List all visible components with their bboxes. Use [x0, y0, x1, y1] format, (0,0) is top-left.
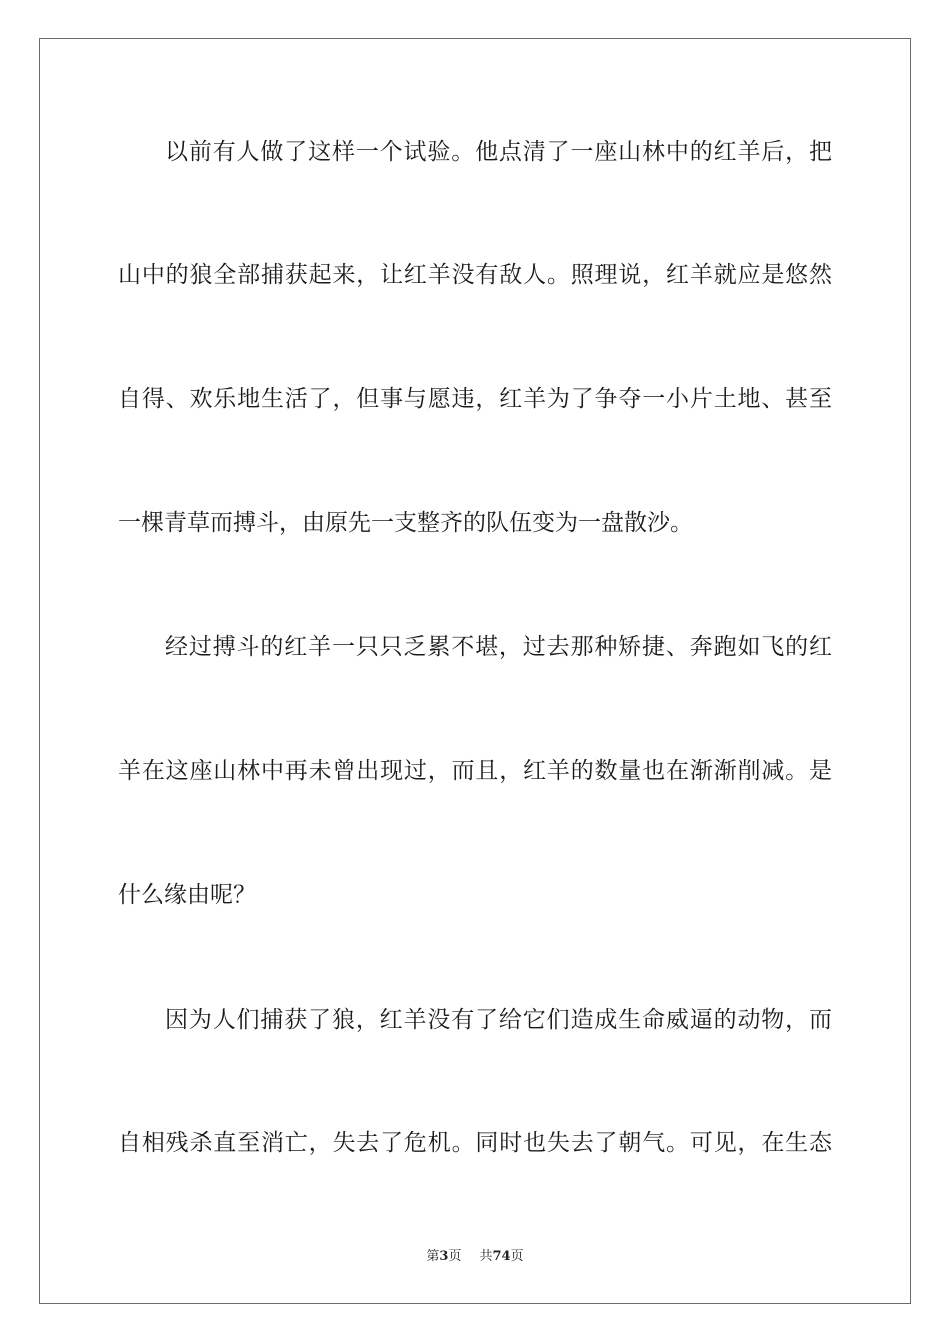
body-line-1: 以前有人做了这样一个试验。他点清了一座山林中的红羊后，把: [165, 139, 832, 165]
body-line-7: 什么缘由呢？: [118, 882, 256, 908]
body-line-5: 经过搏斗的红羊一只只乏累不堪，过去那种矫捷、奔跑如飞的红: [165, 634, 832, 660]
page-number: 3: [439, 1249, 449, 1264]
body-line-9: 自相残杀直至消亡，失去了危机。同时也失去了朝气。可见，在生态: [118, 1130, 832, 1156]
page-suffix: 页: [448, 1249, 462, 1264]
body-line-6: 羊在这座山林中再未曾出现过，而且，红羊的数量也在渐渐削减。是: [118, 758, 832, 784]
body-line-8: 因为人们捕获了狼，红羊没有了给它们造成生命威逼的动物，而: [165, 1007, 832, 1033]
page-prefix: 第: [426, 1249, 440, 1264]
total-pages: 74: [492, 1249, 511, 1264]
body-line-4: 一棵青草而搏斗，由原先一支整齐的队伍变为一盘散沙。: [118, 510, 693, 536]
body-line-2: 山中的狼全部捕获起来，让红羊没有敌人。照理说，红羊就应是悠然: [118, 262, 832, 288]
total-suffix: 页: [510, 1249, 524, 1264]
body-line-3: 自得、欢乐地生活了，但事与愿违，红羊为了争夺一小片土地、甚至: [118, 386, 832, 412]
total-prefix: 共: [479, 1249, 493, 1264]
page-border: [39, 38, 911, 1304]
page-footer: [0, 1248, 950, 1266]
